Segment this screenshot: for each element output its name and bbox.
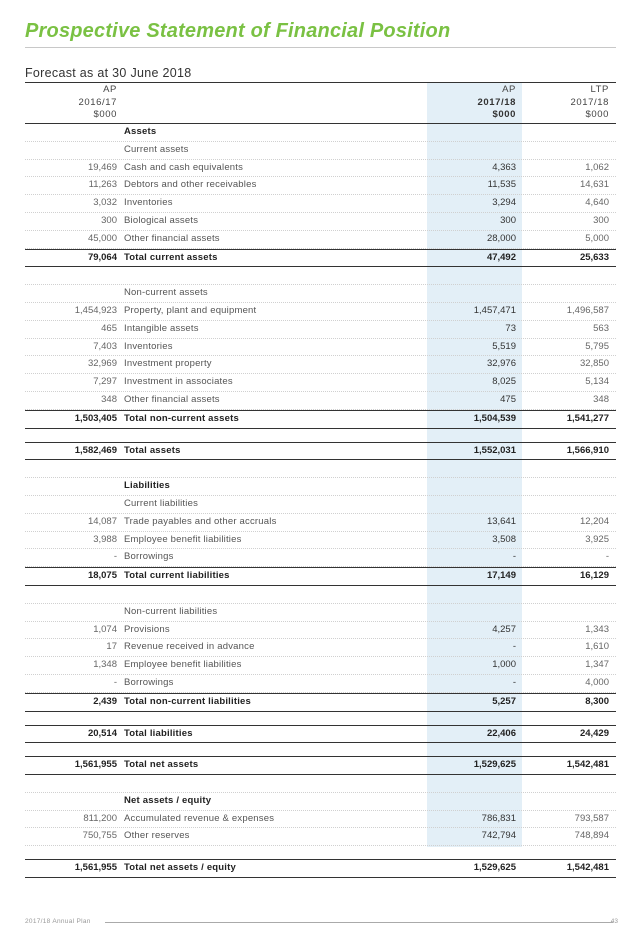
value-ap-2017: 3,508 (492, 533, 516, 545)
row-label: Employee benefit liabilities (124, 659, 242, 671)
row-label: Total liabilities (124, 727, 193, 739)
page-number: 43 (610, 918, 618, 925)
value-ap-2016: 1,582,469 (74, 444, 117, 456)
row-label: Intangible assets (124, 322, 199, 334)
value-ltp-2017: 1,541,277 (566, 412, 609, 424)
value-ap-2017: 1,504,539 (473, 412, 516, 424)
row-label: Accumulated revenue & expenses (124, 812, 275, 824)
value-ap-2017: - (512, 676, 516, 688)
subtitle-divider (25, 82, 616, 83)
row-label: Assets (124, 126, 157, 137)
row-spacer (25, 712, 616, 725)
row-label: Other financial assets (124, 232, 220, 244)
value-ltp-2017: 3,925 (585, 533, 609, 545)
table-row (25, 303, 616, 321)
value-ap-2017: 8,025 (492, 376, 516, 388)
table-row (25, 392, 616, 410)
value-ap-2016: 3,988 (93, 533, 117, 545)
row-label: Trade payables and other accruals (124, 515, 277, 527)
row-label: Investment property (124, 358, 212, 370)
column-header-line: $000 (585, 109, 609, 120)
table-row (25, 675, 616, 693)
table-row (25, 213, 616, 231)
row-label: Investment in associates (124, 376, 233, 388)
value-ap-2016: 20,514 (87, 727, 117, 739)
grand-total-row (25, 725, 616, 744)
value-ap-2017: 4,363 (492, 161, 516, 173)
table-row (25, 195, 616, 213)
value-ap-2017: 22,406 (486, 727, 516, 739)
value-ap-2017: 742,794 (481, 830, 516, 842)
value-ap-2016: 348 (101, 393, 117, 405)
value-ap-2016: 11,263 (88, 179, 117, 191)
table-row (25, 356, 616, 374)
column-header-line: $000 (93, 109, 117, 120)
table-row (25, 811, 616, 829)
value-ap-2017: 300 (500, 214, 516, 226)
column-header-ap-2016 (25, 84, 117, 122)
value-ltp-2017: 4,640 (585, 197, 609, 209)
value-ltp-2017: 25,633 (579, 251, 609, 263)
row-label: Property, plant and equipment (124, 304, 257, 316)
table-row (25, 657, 616, 675)
value-ap-2017: 786,831 (481, 812, 516, 824)
value-ap-2017: 28,000 (486, 232, 516, 244)
row-blank (25, 460, 616, 478)
column-header-line: AP (502, 84, 516, 95)
row-label: Total current assets (124, 251, 218, 263)
grand-total-row (25, 442, 616, 461)
subsection-heading-row (25, 496, 616, 514)
value-ap-2016: - (113, 676, 117, 688)
table-row (25, 639, 616, 657)
value-ltp-2017: - (605, 551, 609, 563)
value-ltp-2017: 8,300 (585, 695, 609, 707)
page-title: Prospective Statement of Financial Position (25, 20, 451, 42)
value-ltp-2017: 14,631 (579, 179, 609, 191)
value-ltp-2017: 5,134 (585, 376, 609, 388)
value-ap-2017: 11,535 (487, 179, 516, 191)
table-row (25, 160, 616, 178)
value-ltp-2017: 1,496,587 (566, 304, 609, 316)
value-ltp-2017: 1,062 (585, 161, 609, 173)
value-ltp-2017: 4,000 (585, 676, 609, 688)
title-divider (25, 47, 616, 48)
row-label: Current liabilities (124, 497, 199, 509)
table-row (25, 828, 616, 846)
row-label: Total net assets / equity (124, 862, 236, 874)
value-ap-2016: 7,297 (93, 376, 117, 388)
row-label: Total non-current liabilities (124, 695, 252, 707)
statement-subtitle: Forecast as at 30 June 2018 (25, 66, 192, 80)
row-label: Net assets / equity (124, 794, 212, 806)
section-heading-row (25, 478, 616, 496)
row-label: Borrowings (124, 676, 174, 688)
footer-divider (105, 922, 613, 923)
table-row (25, 549, 616, 567)
column-header-line: 2017/18 (570, 96, 609, 108)
table-row (25, 622, 616, 640)
value-ap-2017: 73 (505, 322, 516, 334)
row-spacer (25, 846, 616, 859)
subsection-heading-row (25, 604, 616, 622)
subsection-heading-row (25, 285, 616, 303)
value-ltp-2017: 5,000 (585, 232, 609, 244)
value-ltp-2017: 1,542,481 (566, 759, 609, 771)
value-ap-2016: 1,561,955 (74, 862, 117, 874)
financial-table (25, 124, 616, 878)
table-row (25, 339, 616, 357)
row-label: Borrowings (124, 551, 174, 563)
value-ltp-2017: 24,429 (579, 727, 609, 739)
row-label: Non-current liabilities (124, 605, 218, 617)
value-ap-2016: 1,074 (93, 623, 117, 635)
value-ap-2016: - (113, 551, 117, 563)
value-ltp-2017: 12,204 (579, 515, 609, 527)
value-ltp-2017: 300 (593, 214, 609, 226)
value-ltp-2017: 563 (593, 322, 609, 334)
total-row (25, 249, 616, 268)
row-label: Biological assets (124, 214, 199, 226)
value-ltp-2017: 1,542,481 (566, 862, 609, 874)
row-blank (25, 586, 616, 604)
value-ap-2016: 750,755 (82, 830, 117, 842)
grand-total-row (25, 756, 616, 775)
value-ltp-2017: 748,894 (574, 830, 609, 842)
section-heading-row (25, 124, 616, 142)
table-row (25, 374, 616, 392)
value-ap-2016: 18,075 (87, 570, 117, 582)
value-ltp-2017: 16,129 (579, 570, 609, 582)
row-label: Total current liabilities (124, 570, 230, 582)
value-ap-2017: 475 (500, 393, 516, 405)
value-ltp-2017: 1,566,910 (566, 444, 609, 456)
value-ap-2017: 47,492 (486, 251, 516, 263)
column-header-line: $000 (492, 109, 516, 120)
value-ap-2016: 1,454,923 (74, 304, 117, 316)
table-row (25, 532, 616, 550)
value-ltp-2017: 1,343 (585, 623, 609, 635)
section-heading-row (25, 793, 616, 811)
grand-total-row (25, 859, 616, 878)
column-header-line: AP (103, 84, 117, 95)
row-label: Liabilities (124, 480, 171, 492)
row-label: Debtors and other receivables (124, 179, 257, 191)
row-label: Total assets (124, 444, 181, 456)
column-header-line: LTP (590, 84, 609, 95)
row-label: Provisions (124, 623, 170, 635)
value-ap-2016: 45,000 (87, 232, 117, 244)
row-label: Revenue received in advance (124, 641, 255, 653)
value-ap-2016: 300 (101, 214, 117, 226)
value-ap-2017: 4,257 (492, 623, 516, 635)
value-ap-2016: 79,064 (87, 251, 117, 263)
table-row (25, 231, 616, 249)
total-row (25, 410, 616, 429)
row-spacer (25, 429, 616, 442)
value-ap-2017: 5,257 (492, 695, 516, 707)
column-header-ltp-2017 (522, 84, 609, 122)
value-ap-2016: 1,561,955 (74, 759, 117, 771)
row-label: Non-current assets (124, 287, 208, 299)
value-ap-2016: 14,087 (87, 515, 117, 527)
value-ap-2016: 811,200 (83, 812, 117, 824)
value-ltp-2017: 5,795 (585, 340, 609, 352)
row-label: Current assets (124, 143, 189, 155)
value-ap-2016: 1,503,405 (74, 412, 117, 424)
value-ap-2017: 1,552,031 (473, 444, 516, 456)
row-blank (25, 775, 616, 793)
column-header-line: 2016/17 (78, 96, 117, 108)
value-ap-2017: 13,641 (486, 515, 516, 527)
value-ap-2017: 3,294 (492, 197, 516, 209)
value-ltp-2017: 793,587 (574, 812, 609, 824)
table-row (25, 177, 616, 195)
value-ap-2017: 32,976 (486, 358, 516, 370)
value-ap-2016: 1,348 (93, 659, 117, 671)
value-ap-2017: 1,000 (492, 659, 516, 671)
subsection-heading-row (25, 142, 616, 160)
column-header-ap-2017 (427, 84, 516, 122)
value-ltp-2017: 348 (593, 393, 609, 405)
value-ap-2017: - (512, 641, 516, 653)
total-row (25, 567, 616, 586)
row-label: Other financial assets (124, 393, 220, 405)
row-label: Total net assets (124, 759, 199, 771)
row-label: Inventories (124, 197, 173, 209)
value-ap-2017: 1,529,625 (473, 862, 516, 874)
row-label: Other reserves (124, 830, 190, 842)
value-ap-2017: 5,519 (492, 340, 516, 352)
value-ap-2016: 7,403 (93, 340, 117, 352)
value-ap-2017: 1,529,625 (473, 759, 516, 771)
row-label: Total non-current assets (124, 412, 239, 424)
value-ap-2016: 19,469 (87, 161, 117, 173)
row-label: Inventories (124, 340, 173, 352)
table-row (25, 321, 616, 339)
value-ap-2016: 465 (101, 322, 117, 334)
row-spacer (25, 743, 616, 756)
column-header-line: 2017/18 (477, 96, 516, 108)
value-ltp-2017: 32,850 (579, 358, 609, 370)
value-ap-2016: 32,969 (87, 358, 117, 370)
value-ap-2016: 17 (106, 641, 117, 653)
value-ap-2017: - (512, 551, 516, 563)
row-label: Employee benefit liabilities (124, 533, 242, 545)
value-ap-2017: 17,149 (486, 570, 516, 582)
value-ltp-2017: 1,347 (585, 659, 609, 671)
footer-document-name: 2017/18 Annual Plan (25, 918, 91, 925)
row-blank (25, 267, 616, 285)
value-ap-2016: 3,032 (93, 197, 117, 209)
table-row (25, 514, 616, 532)
value-ltp-2017: 1,610 (585, 641, 609, 653)
value-ap-2016: 2,439 (93, 695, 117, 707)
value-ap-2017: 1,457,471 (473, 304, 516, 316)
row-label: Cash and cash equivalents (124, 161, 244, 173)
total-row (25, 693, 616, 712)
